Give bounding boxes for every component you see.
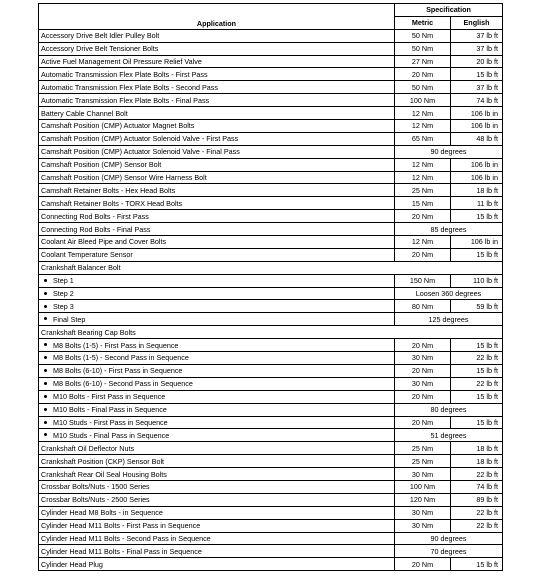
bullet-icon — [44, 433, 47, 436]
application-label: Automatic Transmission Flex Plate Bolts - First Pass — [41, 69, 208, 79]
english-cell: 15 lb ft — [451, 416, 503, 429]
table-row — [39, 442, 503, 455]
application-cell — [39, 274, 395, 287]
table-row — [39, 339, 503, 352]
angle-spec-cell: 80 degrees — [395, 403, 503, 416]
english-cell: 11 lb ft — [451, 197, 503, 210]
application-label: Step 1 — [53, 276, 74, 286]
english-header: English — [451, 16, 503, 29]
application-cell — [39, 145, 395, 158]
metric-cell: 50 Nm — [395, 29, 451, 42]
application-label: Camshaft Retainer Bolts - Hex Head Bolts — [41, 185, 176, 195]
application-cell — [39, 519, 395, 532]
application-cell — [39, 223, 395, 236]
table-row — [39, 545, 503, 558]
english-cell: 18 lb ft — [451, 455, 503, 468]
application-cell — [39, 300, 395, 313]
table-row — [39, 145, 503, 158]
metric-cell: 120 Nm — [395, 493, 451, 506]
table-row — [39, 364, 503, 377]
bullet-icon — [44, 279, 47, 282]
application-label: Crankshaft Balancer Bolt — [41, 263, 121, 273]
application-cell — [39, 287, 395, 300]
application-cell — [39, 532, 395, 545]
application-label: Cylinder Head M11 Bolts - Second Pass in Sequence — [41, 533, 211, 543]
metric-cell: 65 Nm — [395, 132, 451, 145]
table-row — [39, 390, 503, 403]
english-cell: 48 lb ft — [451, 132, 503, 145]
english-cell: 106 lb in — [451, 120, 503, 133]
application-label: M10 Studs - First Pass in Sequence — [53, 417, 168, 427]
application-label: Automatic Transmission Flex Plate Bolts - Second Pass — [41, 82, 218, 92]
table-row — [39, 81, 503, 94]
application-label: Camshaft Position (CMP) Sensor Bolt — [41, 160, 162, 170]
metric-cell: 20 Nm — [395, 339, 451, 352]
application-cell — [39, 313, 395, 326]
application-label: Crossbar Bolts/Nuts - 2500 Series — [41, 495, 150, 505]
metric-header: Metric — [395, 16, 451, 29]
application-label: Crossbar Bolts/Nuts - 1500 Series — [41, 482, 150, 492]
application-cell — [39, 68, 395, 81]
english-cell: 74 lb ft — [451, 94, 503, 107]
table-row — [39, 468, 503, 481]
application-header: Application — [39, 4, 395, 30]
bullet-icon — [44, 305, 47, 308]
english-cell: 110 lb ft — [451, 274, 503, 287]
table-row — [39, 416, 503, 429]
application-label: Camshaft Position (CMP) Actuator Solenoid Valve - First Pass — [41, 134, 239, 144]
table-row — [39, 493, 503, 506]
english-cell: 106 lb in — [451, 107, 503, 120]
application-label: Camshaft Position (CMP) Sensor Wire Harness Bolt — [41, 173, 207, 183]
english-cell: 22 lb ft — [451, 377, 503, 390]
english-cell: 106 lb in — [451, 236, 503, 249]
metric-cell: 20 Nm — [395, 416, 451, 429]
english-cell: 15 lb ft — [451, 364, 503, 377]
table-row — [39, 377, 503, 390]
table-row — [39, 184, 503, 197]
english-cell: 22 lb ft — [451, 506, 503, 519]
english-cell: 74 lb ft — [451, 480, 503, 493]
application-cell — [39, 81, 395, 94]
application-label: Crankshaft Bearing Cap Bolts — [41, 327, 136, 337]
bullet-icon — [44, 317, 47, 320]
application-cell — [39, 506, 395, 519]
application-cell — [39, 545, 395, 558]
bullet-icon — [44, 421, 47, 424]
application-cell — [39, 364, 395, 377]
table-row — [39, 55, 503, 68]
metric-cell: 20 Nm — [395, 364, 451, 377]
application-label: Crankshaft Oil Deflector Nuts — [41, 443, 135, 453]
application-label: Camshaft Position (CMP) Actuator Magnet Bolts — [41, 121, 195, 131]
application-label: M8 Bolts (6-10) - First Pass in Sequence — [53, 366, 183, 376]
application-cell — [39, 416, 395, 429]
application-label: M8 Bolts (1-5) - First Pass in Sequence — [53, 340, 179, 350]
application-cell — [39, 326, 503, 339]
english-cell: 22 lb ft — [451, 352, 503, 365]
angle-spec-cell: 51 degrees — [395, 429, 503, 442]
application-cell — [39, 455, 395, 468]
english-cell: 37 lb ft — [451, 42, 503, 55]
metric-cell: 30 Nm — [395, 352, 451, 365]
application-cell — [39, 132, 395, 145]
english-cell: 22 lb ft — [451, 519, 503, 532]
table-row — [39, 158, 503, 171]
application-cell — [39, 29, 395, 42]
table-row — [39, 429, 503, 442]
application-cell — [39, 107, 395, 120]
application-cell — [39, 352, 395, 365]
english-cell: 37 lb ft — [451, 81, 503, 94]
application-label: Final Step — [53, 314, 86, 324]
table-row — [39, 300, 503, 313]
table-row — [39, 352, 503, 365]
bullet-icon — [44, 369, 47, 372]
table-row — [39, 68, 503, 81]
angle-spec-cell: Loosen 360 degrees — [395, 287, 503, 300]
table-row — [39, 29, 503, 42]
table-row — [39, 532, 503, 545]
table-row — [39, 236, 503, 249]
metric-cell: 20 Nm — [395, 68, 451, 81]
metric-cell: 20 Nm — [395, 558, 451, 571]
table-row — [39, 210, 503, 223]
english-cell: 22 lb ft — [451, 468, 503, 481]
table-row — [39, 313, 503, 326]
english-cell: 18 lb ft — [451, 442, 503, 455]
specification-header: Specification — [395, 4, 503, 17]
application-label: Crankshaft Position (CKP) Sensor Bolt — [41, 456, 165, 466]
metric-cell: 30 Nm — [395, 468, 451, 481]
metric-cell: 12 Nm — [395, 107, 451, 120]
english-cell: 37 lb ft — [451, 29, 503, 42]
table-row — [39, 274, 503, 287]
application-label: Coolant Temperature Sensor — [41, 250, 133, 260]
metric-cell: 25 Nm — [395, 455, 451, 468]
application-label: Accessory Drive Belt Idler Pulley Bolt — [41, 31, 160, 41]
application-cell — [39, 236, 395, 249]
metric-cell: 30 Nm — [395, 377, 451, 390]
bullet-icon — [44, 356, 47, 359]
application-cell — [39, 339, 395, 352]
application-cell — [39, 197, 395, 210]
table-row — [39, 197, 503, 210]
metric-cell: 30 Nm — [395, 519, 451, 532]
application-cell — [39, 55, 395, 68]
application-label: Cylinder Head M8 Bolts - in Sequence — [41, 508, 163, 518]
metric-cell: 50 Nm — [395, 81, 451, 94]
table-row — [39, 248, 503, 261]
metric-cell: 15 Nm — [395, 197, 451, 210]
application-cell — [39, 261, 503, 274]
application-label: Cylinder Head M11 Bolts - First Pass in Sequence — [41, 521, 201, 531]
english-cell: 15 lb ft — [451, 558, 503, 571]
bullet-icon — [44, 382, 47, 385]
english-cell: 15 lb ft — [451, 339, 503, 352]
application-cell — [39, 429, 395, 442]
application-label: Accessory Drive Belt Tensioner Bolts — [41, 44, 159, 54]
english-cell: 18 lb ft — [451, 184, 503, 197]
english-cell: 106 lb in — [451, 158, 503, 171]
application-cell — [39, 94, 395, 107]
table-row — [39, 223, 503, 236]
metric-cell: 150 Nm — [395, 274, 451, 287]
metric-cell: 100 Nm — [395, 480, 451, 493]
application-label: Coolant Air Bleed Pipe and Cover Bolts — [41, 237, 167, 247]
table-row — [39, 519, 503, 532]
metric-cell: 12 Nm — [395, 158, 451, 171]
application-label: Camshaft Position (CMP) Actuator Solenoid Valve - Final Pass — [41, 147, 240, 157]
bullet-icon — [44, 408, 47, 411]
metric-cell: 12 Nm — [395, 120, 451, 133]
application-label: M10 Bolts - First Pass in Sequence — [53, 392, 166, 402]
table-row — [39, 94, 503, 107]
table-row — [39, 287, 503, 300]
application-label: M8 Bolts (1-5) - Second Pass in Sequence — [53, 353, 189, 363]
table-row — [39, 455, 503, 468]
metric-cell: 25 Nm — [395, 184, 451, 197]
table-row — [39, 506, 503, 519]
metric-cell: 12 Nm — [395, 171, 451, 184]
table-row — [39, 558, 503, 571]
application-cell — [39, 480, 395, 493]
application-cell — [39, 558, 395, 571]
metric-cell: 20 Nm — [395, 248, 451, 261]
bullet-icon — [44, 395, 47, 398]
english-cell: 15 lb ft — [451, 248, 503, 261]
english-cell: 20 lb ft — [451, 55, 503, 68]
application-label: Cylinder Head M11 Bolts - Final Pass in Sequence — [41, 546, 202, 556]
application-label: M8 Bolts (6-10) - Second Pass in Sequence — [53, 379, 193, 389]
application-label: Step 2 — [53, 289, 74, 299]
application-cell — [39, 442, 395, 455]
metric-cell: 80 Nm — [395, 300, 451, 313]
application-label: Automatic Transmission Flex Plate Bolts - Final Pass — [41, 95, 210, 105]
section-heading-row — [39, 326, 503, 339]
application-label: M10 Bolts - Final Pass in Sequence — [53, 405, 167, 415]
application-cell — [39, 42, 395, 55]
table-row — [39, 107, 503, 120]
section-heading-row — [39, 261, 503, 274]
angle-spec-cell: 90 degrees — [395, 532, 503, 545]
torque-specification-table — [38, 3, 503, 571]
english-cell: 106 lb in — [451, 171, 503, 184]
application-label: Crankshaft Rear Oil Seal Housing Bolts — [41, 469, 167, 479]
application-label: M10 Studs - Final Pass in Sequence — [53, 430, 170, 440]
metric-cell: 25 Nm — [395, 442, 451, 455]
angle-spec-cell: 70 degrees — [395, 545, 503, 558]
application-cell — [39, 184, 395, 197]
english-cell: 59 lb ft — [451, 300, 503, 313]
table-row — [39, 403, 503, 416]
angle-spec-cell: 125 degrees — [395, 313, 503, 326]
metric-cell: 50 Nm — [395, 42, 451, 55]
application-cell — [39, 493, 395, 506]
application-cell — [39, 377, 395, 390]
application-cell — [39, 210, 395, 223]
bullet-icon — [44, 292, 47, 295]
angle-spec-cell: 90 degrees — [395, 145, 503, 158]
application-label: Cylinder Head Plug — [41, 559, 103, 569]
english-cell: 15 lb ft — [451, 390, 503, 403]
metric-cell: 100 Nm — [395, 94, 451, 107]
application-cell — [39, 390, 395, 403]
metric-cell: 12 Nm — [395, 236, 451, 249]
english-cell: 15 lb ft — [451, 210, 503, 223]
metric-cell: 27 Nm — [395, 55, 451, 68]
metric-cell: 20 Nm — [395, 210, 451, 223]
angle-spec-cell: 85 degrees — [395, 223, 503, 236]
table-row — [39, 171, 503, 184]
metric-cell: 20 Nm — [395, 390, 451, 403]
table-row — [39, 480, 503, 493]
application-label: Camshaft Retainer Bolts - TORX Head Bolts — [41, 198, 183, 208]
table-row — [39, 42, 503, 55]
english-cell: 15 lb ft — [451, 68, 503, 81]
application-label: Active Fuel Management Oil Pressure Relief Valve — [41, 57, 202, 66]
application-cell — [39, 120, 395, 133]
application-cell — [39, 158, 395, 171]
metric-cell: 30 Nm — [395, 506, 451, 519]
application-label: Connecting Rod Bolts - First Pass — [41, 211, 149, 221]
application-cell — [39, 171, 395, 184]
application-cell — [39, 468, 395, 481]
application-label: Connecting Rod Bolts - Final Pass — [41, 224, 151, 234]
application-cell — [39, 403, 395, 416]
table-body — [39, 29, 503, 570]
application-label: Step 3 — [53, 301, 74, 311]
application-cell — [39, 248, 395, 261]
english-cell: 89 lb ft — [451, 493, 503, 506]
table-row — [39, 120, 503, 133]
table-row — [39, 132, 503, 145]
application-label: Battery Cable Channel Bolt — [41, 108, 128, 118]
bullet-icon — [44, 343, 47, 346]
